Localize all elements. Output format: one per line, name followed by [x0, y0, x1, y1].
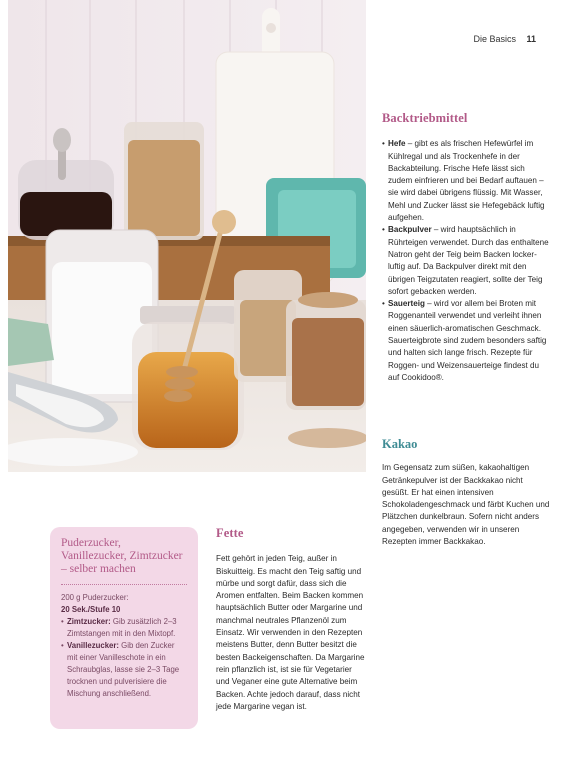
list-item	[61, 640, 187, 700]
hero-photo	[8, 0, 366, 472]
fette-text: Fett gehört in jeden Teig, außer in Biskuitteig. Es macht den Teig saftig und mürbe und sorgt dafür, dass sich die Aromen entfalten. Beim Backen kommen hauptsächlich Butter oder Margarine und manchmal neutrales Pflanzenöl zum Einsatz. Wir verwenden in den Rezepten meistens Butter, denn Butter besitzt die besten Backeigenschaften. Da Margarine rein pflanzlich ist, ist sie für Vegetarier und Veganer eine gute Alternative beim Backen. Achte jedoch darauf, dass nicht jede Margarine vegan ist.	[216, 554, 365, 711]
kakao-heading: Kakao	[382, 437, 418, 451]
definition: – gibt es als frischen Hefewürfel im Kühlregal und als Trockenhefe in der Backabteilung. Frische Hefe lässt sich zudem einfrieren und bei Bedarf auftauen – sie wird dabei übrigens flüssig. Mit Wasser, Mehl und Zucker lässt sie Hefegebäck luftig aufgehen.	[388, 139, 545, 223]
zucker-recipe-box	[50, 527, 198, 729]
backtriebmittel-list	[382, 138, 550, 384]
recipe-title: Puderzucker, Vanillezucker, Zimtzucker – selber machen	[61, 537, 183, 575]
kakao-section	[382, 438, 550, 548]
term: Hefe	[388, 139, 406, 149]
running-header	[473, 34, 536, 44]
list-item	[382, 138, 550, 224]
definition: Gib zusätzlich 2–3 Zimtstangen mit in den Mixtopf.	[67, 617, 177, 638]
dotted-divider	[61, 584, 187, 585]
backtriebmittel-section	[382, 112, 550, 384]
term: Vanillezucker:	[67, 641, 120, 650]
list-item	[382, 298, 550, 384]
page-number: 11	[526, 34, 536, 44]
recipe-body	[61, 592, 187, 700]
fette-heading: Fette	[216, 526, 244, 540]
definition: – wird vor allem bei Broten mit Roggenanteil verwendet und verleiht ihnen einen säuerlich-aromatischen Geschmack. Sauerteigbrote sind zudem besonders saftig und halten sich lange frisch. Rezepte für Roggen- und Weizensauerteige findest du auf Cookidoo®.	[388, 299, 547, 382]
fette-section	[216, 527, 366, 713]
definition: – wird hauptsächlich in Rührteigen verwendet. Durch das enthaltene Natron geht der Teig beim Backen locker-luftig auf. Da Backpulver direkt mit den übrigen Teigzutaten reagiert, sollte der Teig sofort gebacken werden.	[388, 225, 549, 296]
term: Sauerteig	[388, 299, 425, 309]
term: Backpulver	[388, 225, 432, 235]
term: Zimtzucker:	[67, 617, 111, 626]
list-item	[61, 616, 187, 640]
definition: Gib den Zucker mit einer Vanilleschote in ein Schraubglas, lasse sie 2–3 Tage trocknen und pulverisiere die Mischung anschließend.	[67, 641, 180, 698]
variant-list	[61, 616, 187, 700]
ingredient-line: 200 g Puderzucker:	[61, 593, 129, 602]
thermomix-setting: 20 Sek./Stufe 10	[61, 605, 121, 614]
backtriebmittel-heading: Backtriebmittel	[382, 111, 468, 125]
kakao-text: Im Gegensatz zum süßen, kakaohaltigen Getränkepulver ist der Backkakao nicht gesüßt. Er hat einen intensiven Schokoladengeschmack und färbt Kuchen und Plätzchen dunkelbraun. Sofern nicht anders angegeben, verwenden wir in unseren Rezepten immer Backkakao.	[382, 463, 550, 547]
section-name: Die Basics	[473, 34, 516, 44]
list-item	[382, 224, 550, 298]
